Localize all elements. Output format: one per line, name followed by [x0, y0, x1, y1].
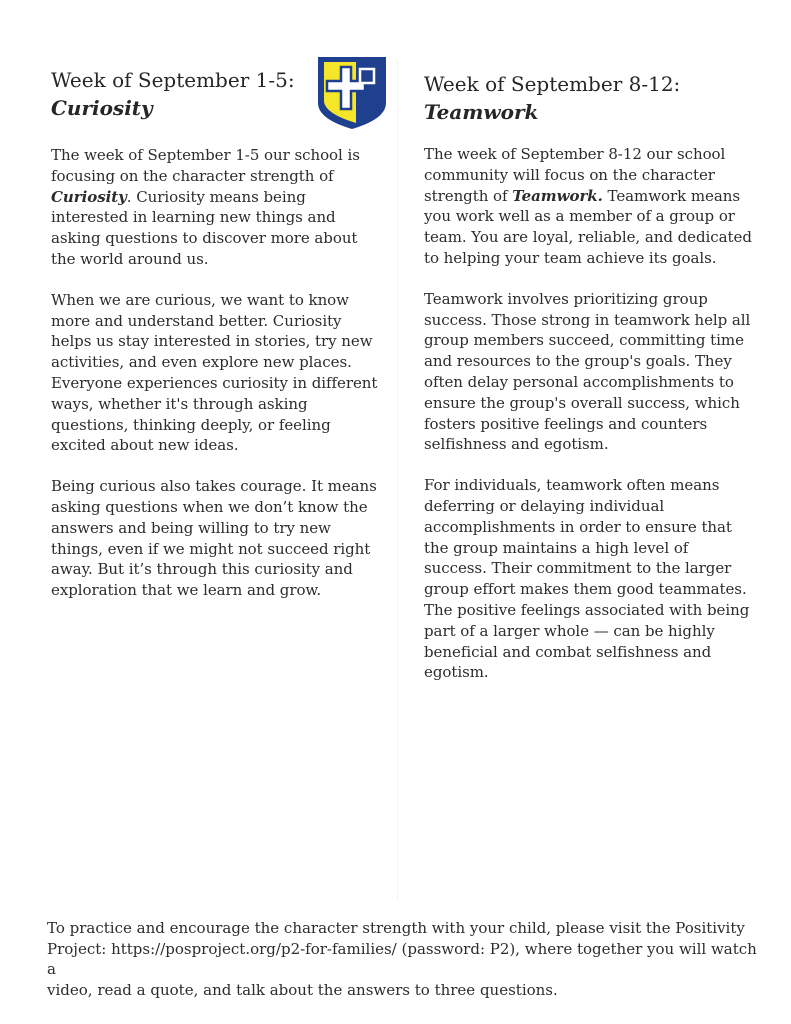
curiosity-paragraph-1 [51, 145, 381, 270]
curiosity-heading-title: Curiosity [51, 96, 153, 120]
curiosity-heading-date: Week of September 1-5: [51, 68, 295, 92]
column-divider [397, 60, 398, 900]
teamwork-paragraph-3: For individuals, teamwork often means deferring or delaying individual accomplishments in order to ensure that the group maintains a high level of success. Their commitment to the larger group effort makes them good teammates. The positive feelings associated with being part of a larger whole — can be highly beneficial and combat selfishness and egotism. [424, 476, 750, 682]
teamwork-heading-date: Week of September 8-12: [424, 72, 681, 96]
curiosity-p1-emphasis: Curiosity [51, 187, 127, 206]
teamwork-column [424, 64, 754, 683]
positivity-project-note [47, 918, 757, 1000]
footer-line-2: Project: https://posproject.org/p2-for-families/ (password: P2), where together you will watch a [47, 939, 757, 978]
curiosity-p1-start: The week of September 1-5 our school is focusing on the character strength of [51, 146, 360, 185]
teamwork-heading-title: Teamwork [424, 100, 539, 124]
curiosity-column [51, 64, 381, 601]
teamwork-p1-start: The week of September 8-12 our school community will focus on the character strength of [424, 145, 726, 205]
teamwork-p1-emphasis: Teamwork. [512, 186, 603, 205]
curiosity-p1-end: . Curiosity means being interested in learning new things and asking questions to discover more about the world around us. [51, 187, 358, 268]
curiosity-paragraph-2: When we are curious, we want to know more and understand better. Curiosity helps us stay interested in stories, try new activities, and even explore new places. Everyone experiences curiosity in different ways, whether it's through asking questions, thinking deeply, or feeling excited about new ideas. [51, 290, 378, 455]
teamwork-paragraph-2: Teamwork involves prioritizing group success. Those strong in teamwork help all group members succeed, committing time and resources to the group's goals. They often delay personal accomplishments to ensure the group's overall success, which fosters positive feelings and counters selfishness and egotism. [424, 289, 751, 454]
teamwork-heading [424, 70, 754, 126]
teamwork-p1-end: Teamwork means you work well as a member of a group or team. You are loyal, reliable, and dedicated to helping your team achieve its goals. [424, 186, 752, 267]
curiosity-paragraph-3: Being curious also takes courage. It means asking questions when we don’t know the answers and being willing to try new things, even if we might not succeed right away. But it’s through this curiosity and exploration that we learn and grow. [51, 477, 377, 600]
footer-line-1: To practice and encourage the character strength with your child, please visit the Positivity [47, 919, 745, 937]
teamwork-paragraph-1 [424, 144, 754, 269]
school-shield-cross-icon [314, 53, 390, 131]
footer-line-3: video, read a quote, and talk about the answers to three questions. [47, 980, 558, 999]
